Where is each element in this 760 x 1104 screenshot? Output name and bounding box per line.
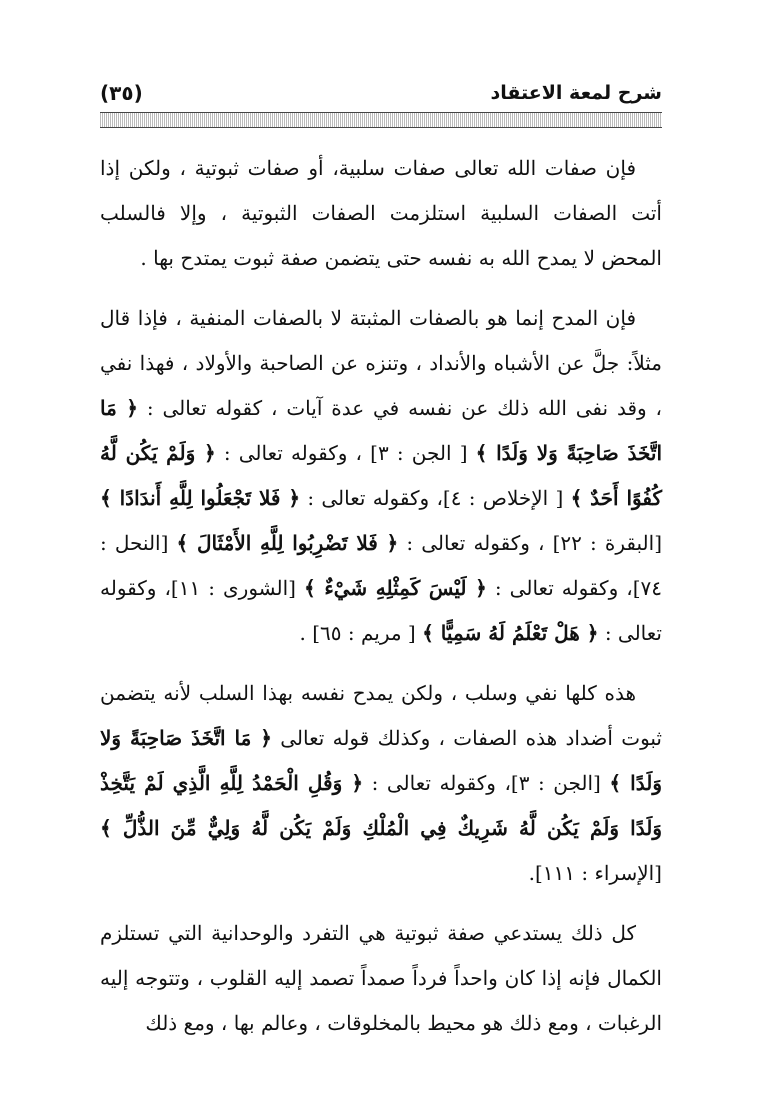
text-run: كل ذلك يستدعي صفة ثبوتية هي التفرد والوحدانية التي تستلزم الكمال فإنه إذا كان واحداً فرداً صمداً تصمد إليه القلوب ، وتتوجه إليه الرغبات ، ومع ذلك هو محيط بالمخلوقات ، وعالم بها ، ومع ذلك <box>100 921 662 1035</box>
body-text <box>100 146 662 1061</box>
quran-verse: ﴿ وَقُلِ الْحَمْدُ لِلَّهِ الَّذِي لَمْ يَتَّخِذْ وَلَدًا وَلَمْ يَكُن لَّهُ شَرِيكٌ فِي الْمُلْكِ وَلَمْ يَكُن لَّهُ وَلِيٌّ مِّنَ الذُّلِّ ﴾ <box>100 771 662 840</box>
text-run: [البقرة : ٢٢] ، وكقوله تعالى : <box>398 531 662 555</box>
running-title: شرح لمعة الاعتقاد <box>490 82 662 104</box>
text-run: [الإسراء : ١١١]. <box>528 861 662 885</box>
quran-verse: ﴿ فَلا تَضْرِبُوا لِلَّهِ الأَمْثَالَ ﴾ <box>176 531 399 555</box>
quran-verse: ﴿ مَا اتَّخَذَ صَاحِبَةً وَلا وَلَدًا ﴾ <box>100 726 662 795</box>
text-run: فإن صفات الله تعالى صفات سلبية، أو صفات ثبوتية ، ولكن إذا أتت الصفات السلبية استلزمت الصفات الثبوتية ، وإلا فالسلب المحض لا يمدح الله به نفسه حتى يتضمن صفة ثبوت يمتدح بها . <box>100 156 662 270</box>
quran-verse: ﴿ هَلْ تَعْلَمُ لَهُ سَمِيًّا ﴾ <box>422 621 599 645</box>
header-rule <box>100 112 662 128</box>
page-number: (٣٥) <box>100 81 143 105</box>
text-run: [الجن : ٣]، وكقوله تعالى : <box>363 771 610 795</box>
paragraph <box>100 911 662 1046</box>
text-run: [ الإخلاص : ٤]، وكقوله تعالى : <box>300 486 571 510</box>
text-run: [ الجن : ٣] ، وكقوله تعالى : <box>215 441 476 465</box>
quran-verse: ﴿ وَلَمْ يَكُن لَّهُ كُفُوًا أَحَدٌ ﴾ <box>100 441 662 510</box>
page-header <box>100 80 662 106</box>
text-run: [الشورى : ١١]، وكقوله تعالى : <box>100 576 662 645</box>
quran-verse: ﴿ فَلا تَجْعَلُوا لِلَّهِ أَندَادًا ﴾ <box>100 486 301 510</box>
paragraph <box>100 146 662 281</box>
quran-verse: ﴿ مَا اتَّخَذَ صَاحِبَةً وَلا وَلَدًا ﴾ <box>100 396 662 465</box>
paragraph <box>100 671 662 896</box>
paragraph <box>100 296 662 656</box>
text-run: هذه كلها نفي وسلب ، ولكن يمدح نفسه بهذا السلب لأنه يتضمن ثبوت أضداد هذه الصفات ، وكذلك قوله تعالى <box>100 681 662 750</box>
text-run: فإن المدح إنما هو بالصفات المثبتة لا بالصفات المنفية ، فإذا قال مثلاً: جلَّ عن الأشباه والأنداد ، وتنزه عن الصاحبة والأولاد ، فهذا نفي ، وقد نفى الله ذلك عن نفسه في عدة آيات ، كقوله تعالى : <box>100 306 662 420</box>
quran-verse: ﴿ لَيْسَ كَمِثْلِهِ شَيْءٌ ﴾ <box>303 576 487 600</box>
text-run: [ مريم : ٦٥] . <box>299 621 423 645</box>
text-run: [النحل : ٧٤]، وكقوله تعالى : <box>100 531 663 600</box>
